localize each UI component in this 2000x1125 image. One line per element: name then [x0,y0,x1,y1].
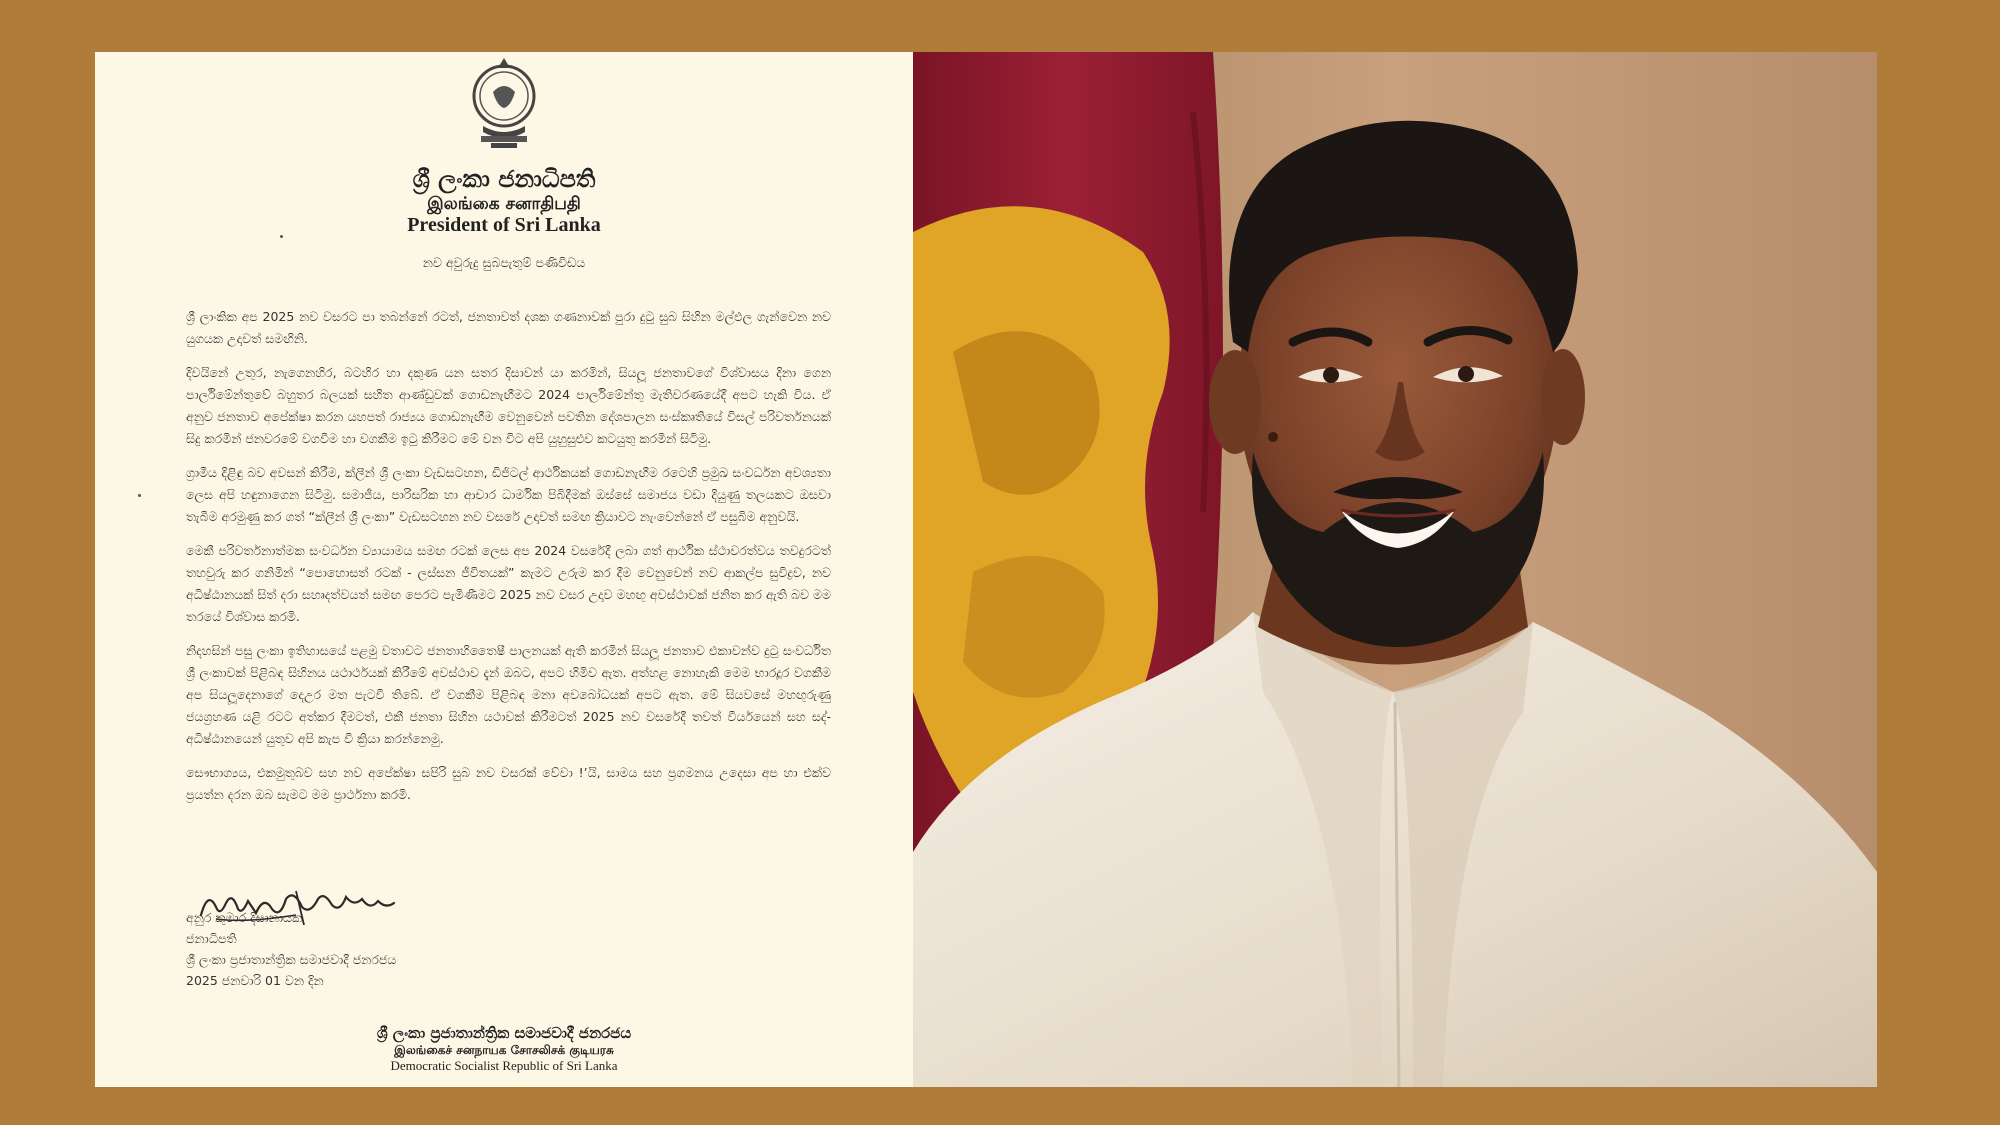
scan-speck [138,494,141,497]
letter-paragraph: නිදහසින් පසු ලංකා ඉතිහාසයේ පළමු වතාවට ජනතාහිතෛෂී පාලනයක් ඇති කරමින් සියලූ ජනතාව එකාවන්ව දුටු සංවර්ධිත ශ්‍රී ලංකාවක් පිළිබඳ සිහිනය යථාර්ථයක් කිරීමේ අවස්ථාව දැන් ඔබට, අපට හිමිව ඇත. අත්හළ නොහැකි මෙම භාරදූර වගකීම අප සියලූදෙනාගේ දෙඋර මත පැටවී තිබේ. ඒ වගකීම පිළිබඳ මනා අවබෝධයක් අපට ඇත. මේ සියවසේ මහඟුරුණු ජයග්‍රහණ යළි රටට අත්කර දීමටත්, එකී ජනතා සිහින යථාවක් කිරීමටත් 2025 නව වසරේදී තවත් වීර්යයෙන් සහ සද්- අධිෂ්ඨානයෙන් යුතුව අපි කැප වී ක්‍රියා කරන්නෙමු. [186,643,831,746]
signatory-name: අනුර කුමාර දිසානායක [186,910,303,925]
header-sinhala: ශ්‍රී ලංකා ජනාධිපති [412,164,596,193]
footer-sinhala: ශ්‍රී ලංකා ප්‍රජාතාන්ත්‍රික සමාජවාදී ජනරජය [376,1024,632,1042]
letter-date: 2025 ජනවාරි 01 වන දින [186,973,324,988]
letter-paragraph: ග්‍රාමීය දිළිඳු බව අවසන් කිරීම, ක්ලීන් ශ්‍රී ලංකා වැඩසටහන, ඩිජිටල් ආර්ථිකයක් ගොඩනැඟීම රටෙහි ප්‍රමුඛ සංවර්ධන අවශ්‍යතා ලෙස අපි හඳුනාගෙන සිටිමු. සමාජීය, පාරිසරික හා ආචාර ධාර්මික පිබිදීමක් ඔස්සේ සමාජය වඩා දියුණු තලයකට ඔසවා තැබීම අරමුණු කර ගත් “ක්ලීන් ශ්‍රී ලංකා” වැඩසටහන නව වසරේ උදාවත් සමඟ ක්‍රියාවට නැංවෙන්නේ ඒ පසුබිම අනුවයි. [186,465,831,524]
state-emblem-icon [463,52,545,152]
letter-paragraph: ශ්‍රී ලාංකික අප 2025 නව වසරට පා තබන්නේ රටත්, ජනතාවත් දශක ගණනාවක් පුරා දුටු සුබ සිහින මල්ඵල ගැන්වෙන නව යුගයක උදාවත් සමඟිනි. [186,309,831,346]
letter-paragraph: සෞභාග්‍යය, එකමුතුබව සහ නව අපේක්ෂා සපිරි සුබ නව වසරක් වේවා !’යි, සාමය සහ ප්‍රගමනය උදෙසා අප හා එක්ව ප්‍රයත්න දරන ඔබ සැමට මම ප්‍රාර්ථනා කරමි. [186,765,831,802]
letter-paragraph: මෙකී පරිවර්තනාත්මක සංවර්ධන ව්‍යායාමය සමඟ රටක් ලෙස අප 2024 වසරේදී ලබා ගත් ආර්ථික ස්ථාවරත්වය තවදුරටත් තහවුරු කර ගනිමින් “පොහොසත් රටක් - ලස්සන ජීවිතයක්” කැමට උරුම කර දීම වෙනුවෙන් නව ආකල්ප සුවිද්‍රව, නව අධිෂ්ඨානයක් සිත් දරා සහෘදත්වයත් සමඟ පෙරට පැමිණීමට 2025 නව වසර උදාව මහඟු අවස්ථාවක් ජනිත කර ඇති බව මම තරයේ විශ්වාස කරමි. [186,543,831,624]
letter-footer [95,1024,913,1074]
scan-speck [280,235,283,238]
presidential-letter [95,52,913,1087]
portrait-illustration [913,52,1877,1087]
signatory-title: ජනාධිපති [186,931,237,946]
letter-subject: නව අවුරුදු සුබපැතුම් පණිවිඩය [422,255,586,270]
president-portrait-photo [913,52,1877,1087]
composite-image [95,52,1877,1087]
header-tamil: இலங்கை சனாதிபதி [427,194,581,214]
letter-paragraph: දිවයිනේ උතුර, නැගෙනහිර, බටහිර හා දකුණ යන සතර දිසාවන් යා කරමින්, සියලූ ජනතාවගේ විශ්වාසය දිනා ගෙන පාර්ලිමේන්තුවේ බහුතර බලයක් සහිත ආණ්ඩුවක් ගොඩනැඟීමට 2024 පාර්ලිමේන්තු මැතිවරණයේදී අපට හැකි විය. ඒ අනුව ජනතාව අපේක්ෂා කරන යහපත් රාජ්‍යය ගොඩනැඟීම වෙනුවෙන් පවතින දේශපාලන සංස්කෘතියේ විසල් පරිවර්තනයක් සිදු කරමින් ජනවරමේ වගවීම හා වගකීම ඉටු කිරීමට මේ වන විට අපි යුහුසුළුව කටයුතු කරමින් සිටිමු. [186,365,831,446]
header-english: President of Sri Lanka [407,214,601,236]
signature-block [186,907,396,991]
signatory-state: ශ්‍රී ලංකා ප්‍රජාතාන්ත්‍රික සමාජවාදී ජනරජය [186,952,397,967]
letter-body [186,306,831,818]
footer-tamil: இலங்கைச் சனநாயக சோசலிசக் குடியரசு [394,1043,614,1057]
footer-english: Democratic Socialist Republic of Sri Lanka [390,1058,618,1073]
